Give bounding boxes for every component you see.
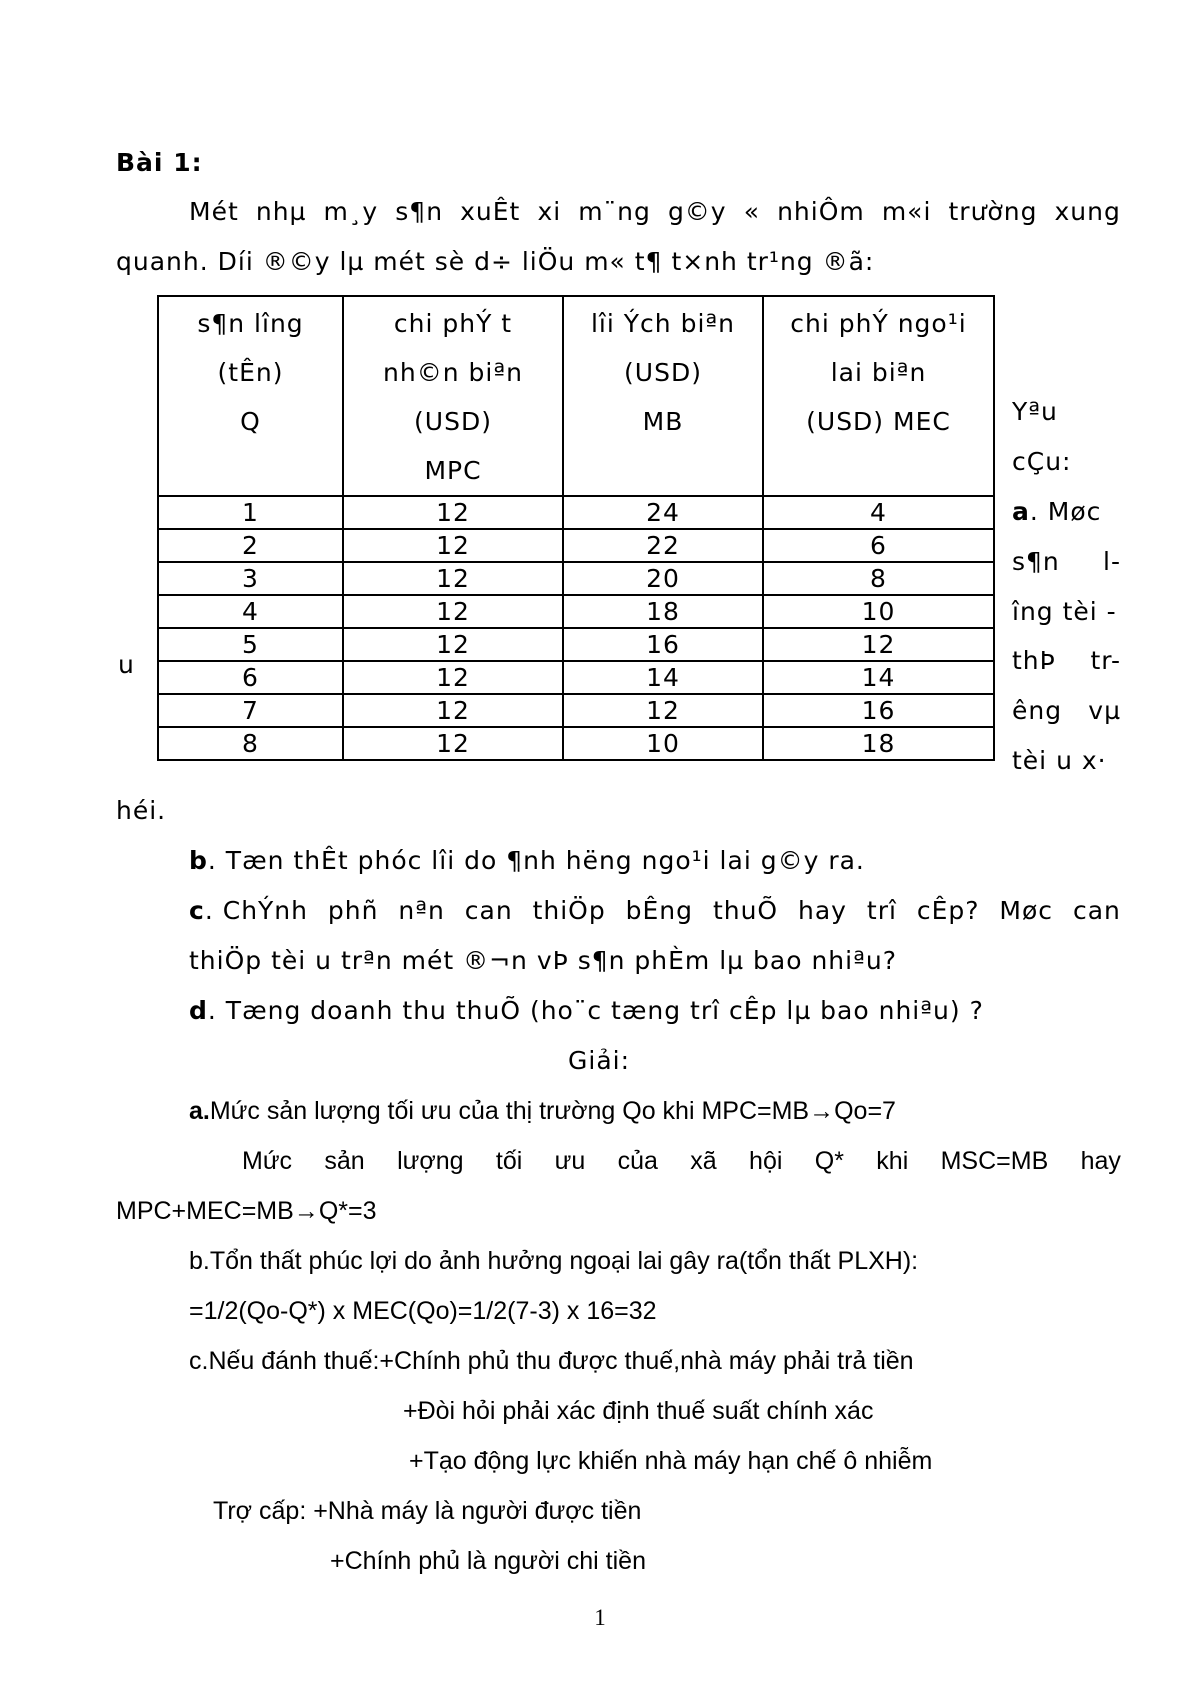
table-row xyxy=(158,628,994,661)
side-text-line-7 xyxy=(1012,696,1121,726)
solution-c-line-5: +Chính phủ là người chi tiền xyxy=(330,1547,646,1575)
stray-letter: u xyxy=(118,650,135,679)
word: nhµ xyxy=(255,197,307,226)
word: nhiÔm xyxy=(777,197,865,226)
word: tối xyxy=(495,1147,523,1175)
arrow-icon: → xyxy=(293,1197,319,1225)
word: trường xyxy=(948,197,1038,226)
word: thuÕ xyxy=(712,896,779,925)
header-line: (tÊn) xyxy=(217,358,284,387)
header-line: (USD) xyxy=(414,407,492,436)
table-cell: 4 xyxy=(158,595,343,628)
solution-c-line-2: +Đòi hỏi phải xác định thuế suất chính xác xyxy=(403,1397,874,1425)
table-cell: 14 xyxy=(763,661,994,694)
word: cÊp? xyxy=(916,896,980,925)
table-cell: 8 xyxy=(158,727,343,760)
table-cell: 12 xyxy=(343,628,563,661)
solution-c-line-3: +Tạo động lực khiến nhà máy hạn chế ô nhiễm xyxy=(409,1447,933,1475)
word: s¶n xyxy=(1012,547,1060,576)
table-cell: 12 xyxy=(563,694,763,727)
table-cell: 6 xyxy=(763,529,994,562)
table-cell: 10 xyxy=(763,595,994,628)
table-row xyxy=(158,562,994,595)
header-line: chi phÝ t xyxy=(393,309,513,338)
table-row xyxy=(158,661,994,694)
word: MSC=MB xyxy=(940,1147,1049,1175)
arrow-icon: → xyxy=(809,1097,835,1125)
header-line xyxy=(564,446,762,495)
word: m¸y xyxy=(323,197,379,226)
label-dot: . xyxy=(204,896,223,925)
table-cell: 18 xyxy=(763,727,994,760)
word: vµ xyxy=(1088,696,1121,725)
table-header-cell xyxy=(343,296,563,496)
header-line: MPC xyxy=(424,456,482,485)
table-cell: 12 xyxy=(343,694,563,727)
solution-heading: Giải: xyxy=(568,1046,631,1075)
table-cell: 12 xyxy=(343,595,563,628)
table-body xyxy=(158,496,994,760)
word: s¶n xyxy=(395,197,444,226)
word: xã xyxy=(690,1147,717,1175)
exercise-title: Bài 1: xyxy=(116,148,203,177)
question-d: d. Tæng doanh thu thuÕ (ho¨c tæng trî cÊp lµ bao nhiªu) ? xyxy=(189,996,984,1025)
table-header-row xyxy=(158,296,994,496)
table-cell: 14 xyxy=(563,661,763,694)
word: khi xyxy=(876,1147,909,1175)
word: nªn xyxy=(398,896,445,925)
table-cell: 12 xyxy=(343,727,563,760)
solution-a-line-3: MPC+MEC=MB→Q*=3 xyxy=(116,1197,377,1225)
intro-line-1 xyxy=(189,197,1121,227)
word: xi xyxy=(537,197,562,226)
table-row xyxy=(158,496,994,529)
solution-b-line-2: =1/2(Qo-Q*) x MEC(Qo)=1/2(7-3) x 16=32 xyxy=(189,1297,657,1325)
word: thiÖp xyxy=(532,896,606,925)
table-cell: 12 xyxy=(763,628,994,661)
header-line: lai biªn xyxy=(830,358,927,387)
table-row xyxy=(158,727,994,760)
table-cell: 18 xyxy=(563,595,763,628)
word: Mét xyxy=(189,197,239,226)
question-c-line-1 xyxy=(189,896,1121,926)
side-text-line-3: a. Møc xyxy=(1012,497,1102,526)
word: can xyxy=(464,896,513,925)
table-cell: 4 xyxy=(763,496,994,529)
page-number: 1 xyxy=(594,1605,606,1630)
word: tr- xyxy=(1090,646,1121,675)
header-line xyxy=(764,446,993,495)
side-text-line-5: îng tèi - xyxy=(1012,597,1117,626)
table-header-cell xyxy=(158,296,343,496)
table-cell: 3 xyxy=(158,562,343,595)
table-cell: 5 xyxy=(158,628,343,661)
word: êng xyxy=(1012,696,1063,725)
side-text-line-1: Yªu xyxy=(1012,397,1058,426)
header-line: chi phÝ ngo¹i xyxy=(790,309,967,338)
header-line: (USD) MEC xyxy=(806,407,951,436)
table-row xyxy=(158,529,994,562)
header-line: Q xyxy=(240,407,261,436)
table-header-cell xyxy=(563,296,763,496)
solution-c-line-4: Trợ cấp: +Nhà máy là người được tiền xyxy=(213,1497,642,1525)
word: m¨ng xyxy=(578,197,651,226)
table-cell: 10 xyxy=(563,727,763,760)
word: thÞ xyxy=(1012,646,1056,675)
table-cell: 12 xyxy=(343,562,563,595)
question-b: b. Tæn thÊt phóc lîi do ¶nh hëng ngo¹i lai g©y ra. xyxy=(189,846,865,875)
header-line: nh©n biªn xyxy=(383,358,523,387)
table-row xyxy=(158,694,994,727)
word: Mức xyxy=(242,1147,293,1175)
table-cell: 12 xyxy=(343,661,563,694)
solution-a-line-2 xyxy=(242,1146,1121,1176)
table-cell: 16 xyxy=(763,694,994,727)
word: xuÊt xyxy=(460,197,521,226)
word: « xyxy=(743,197,760,226)
word: m«i xyxy=(881,197,932,226)
word: hay xyxy=(1080,1147,1121,1175)
intro-line-2: quanh. Díi ®©y lµ mét sè d÷ liÖu m« t¶ t×nh tr¹ng ®ã: xyxy=(116,247,875,276)
word: ChÝnh xyxy=(222,896,308,925)
header-line: MB xyxy=(642,407,684,436)
label-and-first-word: c. ChÝnh xyxy=(189,896,308,925)
table-header-cell xyxy=(763,296,994,496)
table-cell: 20 xyxy=(563,562,763,595)
word: l- xyxy=(1103,547,1121,576)
word: sản xyxy=(324,1147,365,1175)
continuation-text: héi. xyxy=(116,796,167,825)
table-cell: 7 xyxy=(158,694,343,727)
table-cell: 12 xyxy=(343,496,563,529)
header-line: (USD) xyxy=(624,358,702,387)
word: trî xyxy=(866,896,897,925)
data-table xyxy=(157,295,995,761)
word: hội xyxy=(749,1147,783,1175)
table-cell: 2 xyxy=(158,529,343,562)
word: hay xyxy=(798,896,847,925)
side-text-line-4 xyxy=(1012,547,1121,577)
word: phñ xyxy=(327,896,379,925)
table-cell: 16 xyxy=(563,628,763,661)
table-row xyxy=(158,595,994,628)
solution-b-line-1: b.Tổn thất phúc lợi do ảnh hưởng ngoại lai gây ra(tổn thất PLXH): xyxy=(189,1247,919,1275)
header-line: lîi Ých biªn xyxy=(590,309,736,338)
header-line xyxy=(159,446,342,495)
table-cell: 12 xyxy=(343,529,563,562)
side-text-line-2: cÇu: xyxy=(1012,447,1072,476)
table-cell: 22 xyxy=(563,529,763,562)
solution-a-line-1: a.Mức sản lượng tối ưu của thị trường Qo khi MPC=MB→Qo=7 xyxy=(189,1097,896,1125)
word: Q* xyxy=(814,1147,844,1175)
word: ưu xyxy=(554,1147,586,1175)
word: g©y xyxy=(667,197,727,226)
header-line: s¶n lîng xyxy=(197,309,304,338)
side-text-line-8: tèi u x· xyxy=(1012,746,1107,775)
solution-c-line-1: c.Nếu đánh thuế:+Chính phủ thu được thuế,nhà máy phải trả tiền xyxy=(189,1347,914,1375)
word: bÊng xyxy=(625,896,694,925)
word: can xyxy=(1072,896,1121,925)
table-cell: 8 xyxy=(763,562,994,595)
question-c-line-2: thiÖp tèi u trªn mét ®¬n vÞ s¶n phÈm lµ bao nhiªu? xyxy=(189,946,897,975)
table-cell: 1 xyxy=(158,496,343,529)
table-cell: 6 xyxy=(158,661,343,694)
word: lượng xyxy=(397,1147,464,1175)
word: của xyxy=(617,1147,658,1175)
table-cell: 24 xyxy=(563,496,763,529)
word: Møc xyxy=(999,896,1054,925)
word: xung xyxy=(1054,197,1121,226)
side-text-line-6 xyxy=(1012,646,1121,676)
